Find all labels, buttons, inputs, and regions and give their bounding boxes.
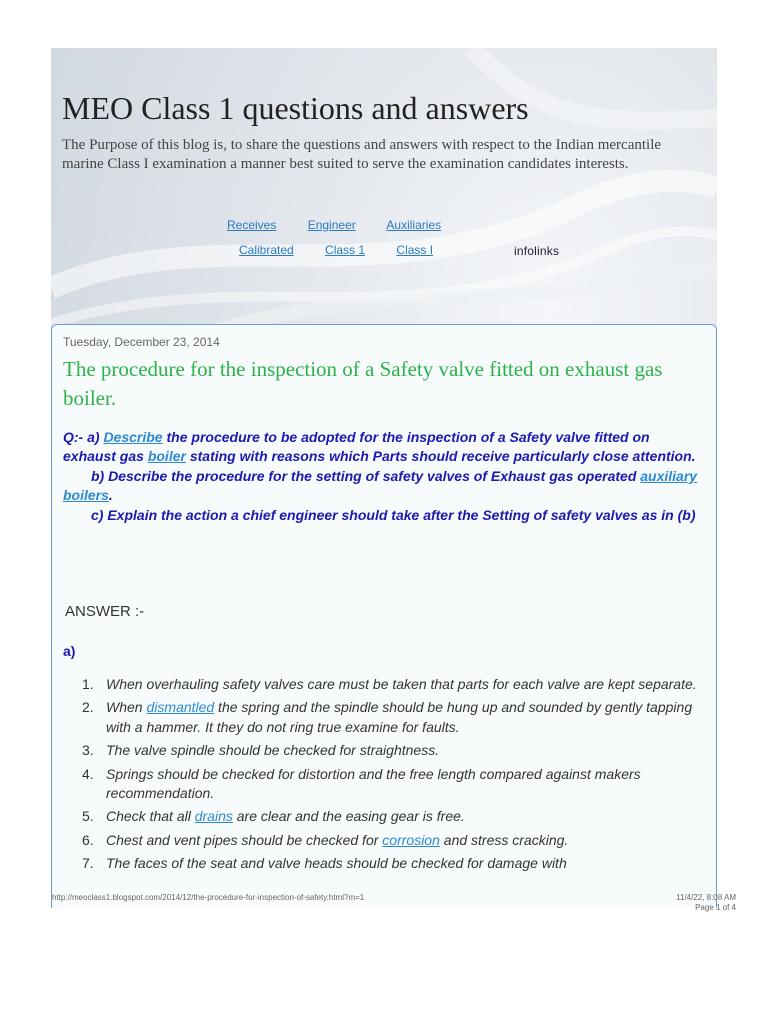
tag-link-class-1[interactable]: Class 1 xyxy=(325,243,366,257)
part-a-label: a) xyxy=(63,643,76,659)
link-boiler[interactable]: boiler xyxy=(147,448,186,465)
item-text-post: are clear and the easing gear is free. xyxy=(232,808,465,825)
link-drains[interactable]: drains xyxy=(194,808,233,825)
blog-description: The Purpose of this blog is, to share the questions and answers with respect to the Indian mercantile marine Class I examination a manner best suited to serve the examination candidates interests. xyxy=(62,137,662,172)
link-corrosion[interactable]: corrosion xyxy=(382,831,440,848)
question-b-text: b) Describe the procedure for the setting of safety valves of Exhaust gas operated xyxy=(91,467,641,484)
question-a-prefix: a) xyxy=(83,429,104,445)
tag-link-class-i[interactable]: Class I xyxy=(396,243,434,257)
tag-row-1 xyxy=(227,218,469,232)
item-text: The faces of the seat and valve heads should be checked for damage with xyxy=(106,855,567,872)
item-text: Springs should be checked for distortion and the free length compared against makers recommendation. xyxy=(106,765,641,802)
infolinks-logo[interactable]: infolinks xyxy=(514,244,560,258)
item-number: 5. xyxy=(82,808,94,825)
tag-link-calibrated[interactable]: Calibrated xyxy=(239,243,294,257)
list-item xyxy=(64,807,704,826)
item-text: When overhauling safety valves care must be taken that parts for each valve are kept separate. xyxy=(106,676,697,692)
post-container xyxy=(51,324,717,908)
item-text-post: and stress cracking. xyxy=(439,831,569,848)
tag-row-2 xyxy=(239,243,461,257)
item-number: 3. xyxy=(82,742,94,759)
tag-link-receives[interactable]: Receives xyxy=(227,218,277,232)
list-item xyxy=(64,831,704,850)
list-item xyxy=(64,698,704,737)
link-describe[interactable]: Describe xyxy=(103,429,163,445)
item-number: 2. xyxy=(82,699,94,716)
footer-page-number: Page 1 of 4 xyxy=(695,903,736,912)
post-date: Tuesday, December 23, 2014 xyxy=(63,335,220,349)
question-c-text: c) Explain the action a chief engineer should take after the Setting of safety valves as in (b) xyxy=(91,506,696,523)
question-label: Q:- xyxy=(63,429,84,445)
item-text: When xyxy=(106,699,147,716)
link-dismantled[interactable]: dismantled xyxy=(146,699,215,716)
list-item xyxy=(64,741,704,760)
list-item xyxy=(64,854,704,873)
item-text: Chest and vent pipes should be checked for xyxy=(106,831,383,848)
footer-datetime: 11/4/22, 8:08 AM xyxy=(676,893,736,902)
question-b-end: . xyxy=(108,487,113,504)
list-item xyxy=(64,675,704,694)
footer-url: http://meoclass1.blogspot.com/2014/12/the-procedure-for-inspection-of-safety.html?m=1 xyxy=(52,893,365,902)
blog-header-frame xyxy=(51,48,717,908)
tag-link-auxiliaries[interactable]: Auxiliaries xyxy=(386,218,442,232)
item-number: 7. xyxy=(82,855,94,872)
link-auxiliary[interactable]: auxiliary xyxy=(640,467,698,484)
answer-list xyxy=(64,675,704,878)
item-text-post: the spring and the spindle should be hung up and sounded by gently tapping with a hammer. It they do not ring true examine for faults. xyxy=(106,699,693,735)
post-title[interactable]: The procedure for the inspection of a Safety valve fitted on exhaust gas boiler. xyxy=(63,357,663,410)
blog-title[interactable]: MEO Class 1 questions and answers xyxy=(62,90,529,126)
item-number: 6. xyxy=(82,831,94,848)
link-boilers[interactable]: boilers xyxy=(63,487,109,504)
footer-stamp xyxy=(676,893,736,913)
item-number: 1. xyxy=(82,676,94,692)
question-block xyxy=(63,428,703,525)
item-text: The valve spindle should be checked for straightness. xyxy=(106,742,440,759)
question-a-text2: stating with reasons which Parts should receive particularly close attention. xyxy=(185,448,696,465)
question-a-text1: the procedure to be adopted for the inspection of a Safety valve fitted on exhaust gas xyxy=(63,429,650,465)
answer-label: ANSWER :- xyxy=(65,603,145,620)
item-text: Check that all xyxy=(106,808,195,825)
item-number: 4. xyxy=(82,765,94,782)
list-item xyxy=(64,765,704,804)
tag-link-engineer[interactable]: Engineer xyxy=(307,218,356,232)
